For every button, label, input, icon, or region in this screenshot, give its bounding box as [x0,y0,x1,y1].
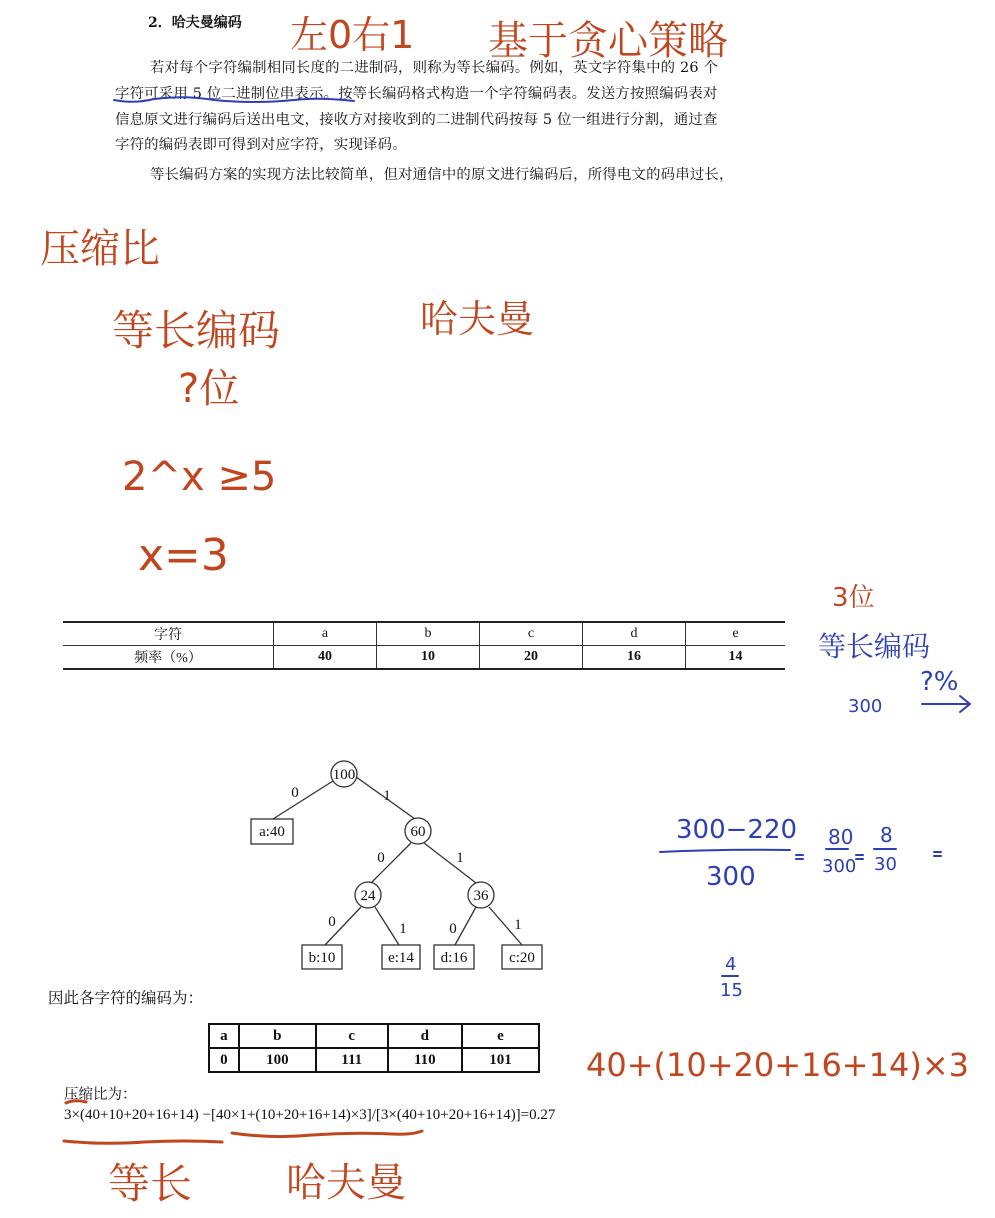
underline-mark [64,1141,222,1143]
tree-leaf-label: a:40 [259,824,285,840]
fraction-bar [660,850,790,852]
tree-node-label: 36 [473,888,489,904]
handwritten-note: 哈夫曼 [286,1160,406,1206]
handwritten-note: 等长 [108,1159,193,1208]
paragraph-line: 信息原文进行编码后送出电文，接收方对接收到的二进制代码按每 5 位一组进行分割，通过查 [115,112,718,128]
table-cell: d [388,1024,462,1048]
table-cell: a [209,1024,239,1048]
paragraph-line: 字符可采用 5 位二进制位串表示。按等长编码格式构造一个字符编码表。发送方按照编码表对 [115,86,718,102]
handwritten-note: 40+(10+20+16+14)×3 [586,1046,969,1084]
compression-label: 压缩比为： [64,1087,137,1103]
handwritten-note: 300 [822,856,857,877]
handwritten-note: 基于贪心策略 [488,18,728,64]
handwritten-note: x=3 [138,530,229,581]
handwritten-note: 等长编码 [112,306,281,355]
table-cell: 110 [388,1048,462,1072]
handwritten-note: 300 [706,862,756,892]
table-cell: 10 [376,646,479,670]
table-cell: e [462,1024,539,1048]
table-cell: b [239,1024,316,1048]
edge-label: 0 [328,914,336,930]
handwritten-note: 2^x ≥5 [122,454,277,500]
edge-label: 1 [456,850,464,866]
edge-label: 1 [383,788,391,804]
handwritten-note: 30 [874,854,897,875]
table-cell: 111 [316,1048,388,1072]
tree-leaf-label: e:14 [388,950,414,966]
table-cell: c [479,622,582,646]
tree-node-label: 100 [332,767,356,783]
edge-label: 0 [449,921,457,937]
compression-formula: 3×(40+10+20+16+14) −[40×1+(10+20+16+14)×3]/[3×(40+10+20+16+14)]=0.27 [64,1107,556,1123]
table-cell: b [376,622,479,646]
handwritten-note: 8 [880,823,893,847]
tree-node-label: 24 [360,888,376,904]
handwritten-note: ?位 [178,366,240,412]
table-cell: 40 [274,646,377,670]
code-intro-text: 因此各字符的编码为： [48,989,204,1007]
paragraph-line: 等长编码方案的实现方法比较简单，但对通信中的原文进行编码后，所得电文的码串过长， [150,167,734,183]
handwritten-note: 哈夫曼 [420,297,535,341]
handwritten-note: 3位 [832,583,875,613]
handwritten-note: 300−220 [676,815,798,845]
tree-leaf-label: b:10 [308,950,336,966]
paragraph-line: 若对每个字符编制相同长度的二进制码，则称为等长编码。例如，英文字符集中的 26 个 [150,60,719,76]
table-header: 频率（%） [63,646,274,670]
tree-leaf-label: d:16 [440,950,468,966]
section-heading: 2．哈夫曼编码 [148,15,242,31]
table-cell: 16 [582,646,685,670]
handwritten-note: 左0右1 [290,13,415,57]
handwritten-note: 80 [828,825,854,849]
handwritten-note: 300 [848,696,883,717]
edge-label: 0 [377,850,385,866]
table-header: 字符 [63,622,274,646]
equals-mark [796,852,941,859]
table-cell: d [582,622,685,646]
table-cell: a [274,622,377,646]
handwritten-note: ?% [920,667,959,697]
underline-mark [66,1101,86,1103]
underline-mark [232,1131,422,1137]
table-cell: 0 [209,1048,239,1072]
edge-label: 0 [291,785,299,801]
table-cell: 20 [479,646,582,670]
tree-leaf-label: c:20 [509,950,535,966]
table-cell: e [685,622,785,646]
paragraph-line: 字符的编码表即可得到对应字符，实现译码。 [115,137,407,153]
table-cell: 101 [462,1048,539,1072]
table-cell: 100 [239,1048,316,1072]
edge-label: 1 [514,917,522,933]
tree-node-label: 60 [410,824,426,840]
table-cell: 14 [685,646,785,670]
table-cell: c [316,1024,388,1048]
handwritten-note: 压缩比 [40,226,160,272]
handwritten-note: 4 [725,954,737,975]
handwritten-note: 等长编码 [818,630,931,663]
edge-label: 1 [399,921,407,937]
arrow-mark [922,696,970,712]
underline-mark [114,97,354,102]
handwritten-note: 15 [720,980,743,1001]
